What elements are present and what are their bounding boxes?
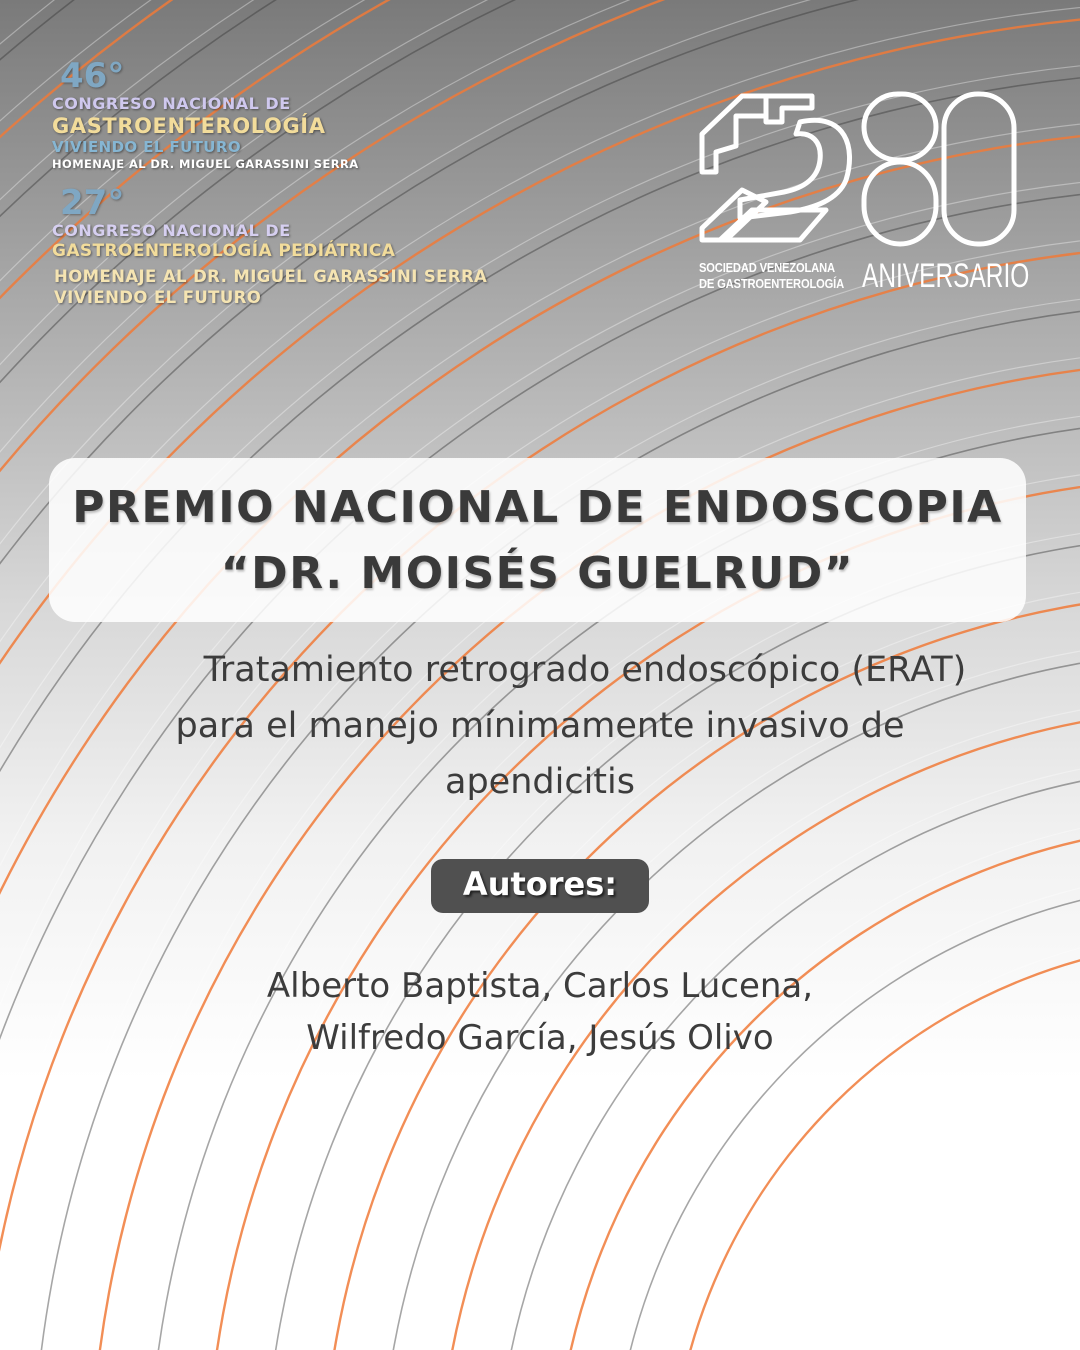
work-title-line1: Tratamiento retrogrado endoscópico (ERAT) — [203, 650, 967, 690]
society-name-line1: SOCIEDAD VENEZOLANA — [699, 260, 835, 275]
congress-header — [52, 58, 572, 307]
society-name — [699, 260, 844, 292]
congress-number-46: 46° — [60, 56, 125, 96]
authors-label: Autores: — [462, 865, 618, 903]
logo-80-graphic — [696, 88, 1026, 258]
congress-pediatric-line3: HOMENAJE AL DR. MIGUEL GARASSINI SERRA — [54, 267, 488, 286]
work-title-line3: apendicitis — [445, 762, 635, 802]
congress-pediatric-line1: CONGRESO NACIONAL DE — [52, 221, 291, 240]
society-80-anniversary-logo — [696, 88, 1030, 303]
authors-label-badge — [431, 859, 649, 913]
work-title — [40, 642, 1040, 810]
congress-primary-line4: HOMENAJE AL DR. MIGUEL GARASSINI SERRA — [52, 157, 359, 171]
background-arc-highlight — [20, 290, 1080, 1350]
work-title-line2: para el manejo mínimamente invasivo de — [175, 706, 905, 746]
authors-line2: Wilfredo García, Jesús Olivo — [306, 1018, 774, 1058]
authors-list — [40, 960, 1040, 1064]
anniversary-word: ANIVERSARIO — [862, 257, 1030, 295]
award-title-banner — [49, 458, 1026, 622]
award-title-line2: “DR. MOISÉS GUELRUD” — [220, 548, 855, 599]
congress-primary-line1: CONGRESO NACIONAL DE — [52, 94, 291, 113]
background-arc — [612, 882, 1080, 1350]
society-name-line2: DE GASTROENTEROLOGÍA — [699, 276, 845, 291]
congress-primary-line2: GASTROENTEROLOGÍA — [52, 114, 326, 138]
congress-pediatric-line4: VIVIENDO EL FUTURO — [54, 288, 262, 307]
authors-line1: Alberto Baptista, Carlos Lucena, — [266, 966, 814, 1006]
congress-pediatric-line2: GASTROENTEROLOGÍA PEDIÁTRICA — [52, 241, 396, 261]
background-arc-highlight — [600, 870, 1080, 1350]
congress-primary-line3: VIVIENDO EL FUTURO — [52, 138, 241, 156]
award-title-line1: PREMIO NACIONAL DE ENDOSCOPIA — [72, 482, 1003, 533]
congress-number-27: 27° — [60, 183, 125, 223]
